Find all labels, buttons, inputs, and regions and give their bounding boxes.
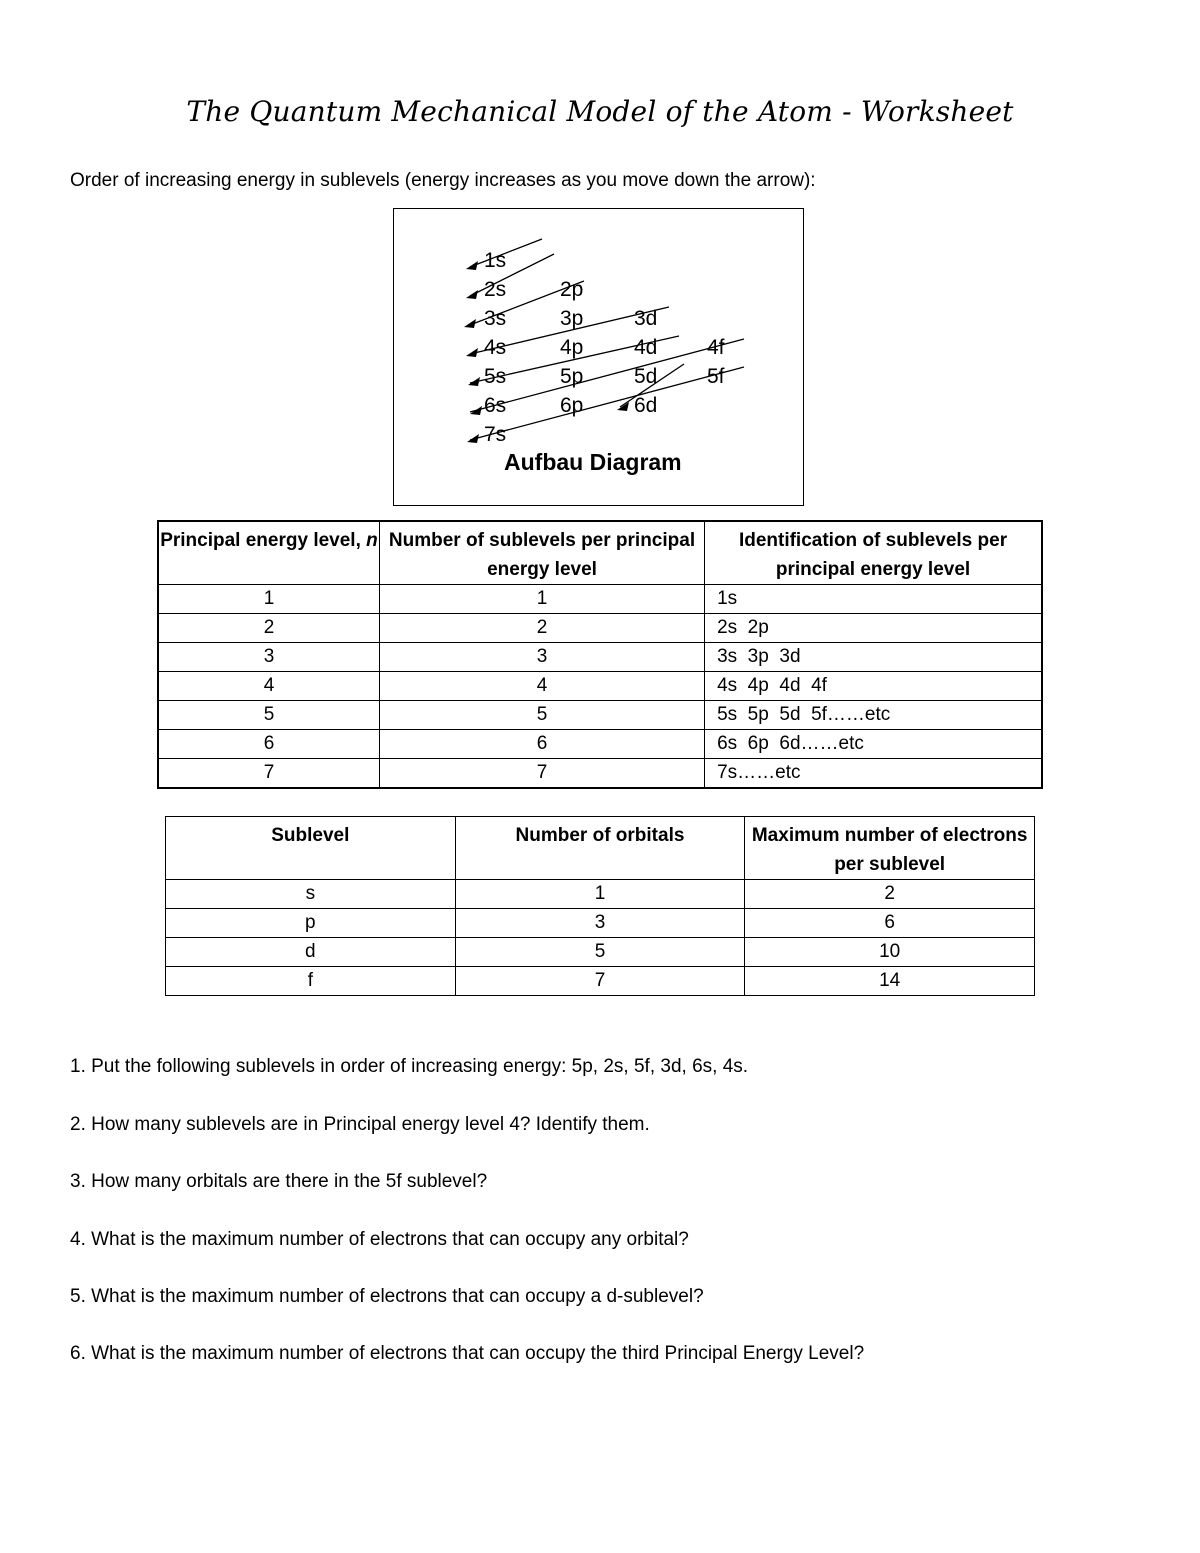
- level-cell: 3: [158, 643, 379, 672]
- table-header-row: [166, 817, 1035, 880]
- question-1: 1. Put the following sublevels in order of increasing energy: 5p, 2s, 5f, 3d, 6s, 4s.: [70, 1056, 749, 1077]
- sublevel-label-2s: 2s: [484, 278, 507, 301]
- sublevel-id-cell: 3s 3p 3d: [705, 643, 1042, 672]
- sublevel-label-3s: 3s: [484, 307, 507, 330]
- sublevel-label-7s: 7s: [484, 423, 507, 446]
- sublevel-label-3d: 3d: [634, 307, 658, 330]
- question-2: 2. How many sublevels are in Principal energy level 4? Identify them.: [70, 1114, 650, 1135]
- max-electrons-cell: 14: [745, 967, 1035, 996]
- aufbau-svg: [394, 209, 805, 507]
- header-text: Principal energy level,: [160, 530, 367, 551]
- sublevel-label-6s: 6s: [484, 394, 507, 417]
- table-row: [158, 672, 1042, 701]
- principal-levels-table: [157, 520, 1043, 789]
- max-electrons-cell: 6: [745, 909, 1035, 938]
- sublevel-id-cell: 1s: [705, 585, 1042, 614]
- level-cell: 7: [158, 759, 379, 789]
- table-row: [158, 701, 1042, 730]
- question-3: 3. How many orbitals are there in the 5f sublevel?: [70, 1171, 488, 1192]
- sublevel-count-cell: 7: [379, 759, 704, 789]
- table-row: [158, 614, 1042, 643]
- table-row: [158, 643, 1042, 672]
- max-electrons-cell: 10: [745, 938, 1035, 967]
- sublevel-label-3p: 3p: [560, 307, 584, 330]
- orbitals-cell: 7: [455, 967, 745, 996]
- sublevel-label-4d: 4d: [634, 336, 658, 359]
- intro-text: Order of increasing energy in sublevels (energy increases as you move down the arrow):: [70, 170, 816, 191]
- sublevel-label-4p: 4p: [560, 336, 584, 359]
- table-header-row: [158, 521, 1042, 585]
- table-row: [158, 759, 1042, 789]
- col-header-num-sublevels: Number of sublevels per principal energy level: [379, 521, 704, 585]
- sublevel-count-cell: 5: [379, 701, 704, 730]
- aufbau-arrows: [470, 239, 744, 440]
- orbitals-table: [165, 816, 1035, 996]
- sublevel-label-5d: 5d: [634, 365, 658, 388]
- orbitals-cell: 1: [455, 880, 745, 909]
- table-row: [158, 585, 1042, 614]
- sublevel-count-cell: 6: [379, 730, 704, 759]
- orbitals-cell: 5: [455, 938, 745, 967]
- sublevel-count-cell: 4: [379, 672, 704, 701]
- aufbau-caption: Aufbau Diagram: [504, 449, 682, 475]
- question-5: 5. What is the maximum number of electrons that can occupy a d-sublevel?: [70, 1286, 704, 1307]
- sublevel-label-5s: 5s: [484, 365, 507, 388]
- header-n-italic: n: [366, 530, 378, 551]
- sublevel-cell: p: [166, 909, 456, 938]
- sublevel-id-cell: 2s 2p: [705, 614, 1042, 643]
- sublevel-id-cell: 7s……etc: [705, 759, 1042, 789]
- sublevel-label-5f: 5f: [707, 365, 725, 388]
- table-row: [158, 730, 1042, 759]
- worksheet-title: The Quantum Mechanical Model of the Atom - Worksheet: [186, 95, 1014, 128]
- orbitals-cell: 3: [455, 909, 745, 938]
- col-header-principal-level: [158, 521, 379, 585]
- sublevel-label-5p: 5p: [560, 365, 584, 388]
- table-row: [166, 880, 1035, 909]
- sublevel-cell: d: [166, 938, 456, 967]
- col-header-identification: Identification of sublevels per principal energy level: [705, 521, 1042, 585]
- question-6: 6. What is the maximum number of electrons that can occupy the third Principal Energy Level?: [70, 1343, 865, 1364]
- level-cell: 6: [158, 730, 379, 759]
- sublevel-cell: s: [166, 880, 456, 909]
- table-row: [166, 909, 1035, 938]
- sublevel-label-6d: 6d: [634, 394, 658, 417]
- level-cell: 4: [158, 672, 379, 701]
- sublevel-count-cell: 3: [379, 643, 704, 672]
- sublevel-count-cell: 2: [379, 614, 704, 643]
- level-cell: 2: [158, 614, 379, 643]
- level-cell: 1: [158, 585, 379, 614]
- table-row: [166, 938, 1035, 967]
- question-4: 4. What is the maximum number of electrons that can occupy any orbital?: [70, 1229, 689, 1250]
- sublevel-label-1s: 1s: [484, 249, 507, 272]
- col-header-sublevel: Sublevel: [166, 817, 456, 880]
- sublevel-label-2p: 2p: [560, 278, 584, 301]
- sublevel-count-cell: 1: [379, 585, 704, 614]
- col-header-num-orbitals: Number of orbitals: [455, 817, 745, 880]
- level-cell: 5: [158, 701, 379, 730]
- max-electrons-cell: 2: [745, 880, 1035, 909]
- sublevel-cell: f: [166, 967, 456, 996]
- aufbau-diagram: [393, 208, 804, 506]
- col-header-max-electrons: Maximum number of electrons per sublevel: [745, 817, 1035, 880]
- sublevel-id-cell: 4s 4p 4d 4f: [705, 672, 1042, 701]
- sublevel-id-cell: 5s 5p 5d 5f……etc: [705, 701, 1042, 730]
- sublevel-label-4s: 4s: [484, 336, 507, 359]
- sublevel-id-cell: 6s 6p 6d……etc: [705, 730, 1042, 759]
- table-row: [166, 967, 1035, 996]
- sublevel-label-4f: 4f: [707, 336, 725, 359]
- sublevel-label-6p: 6p: [560, 394, 584, 417]
